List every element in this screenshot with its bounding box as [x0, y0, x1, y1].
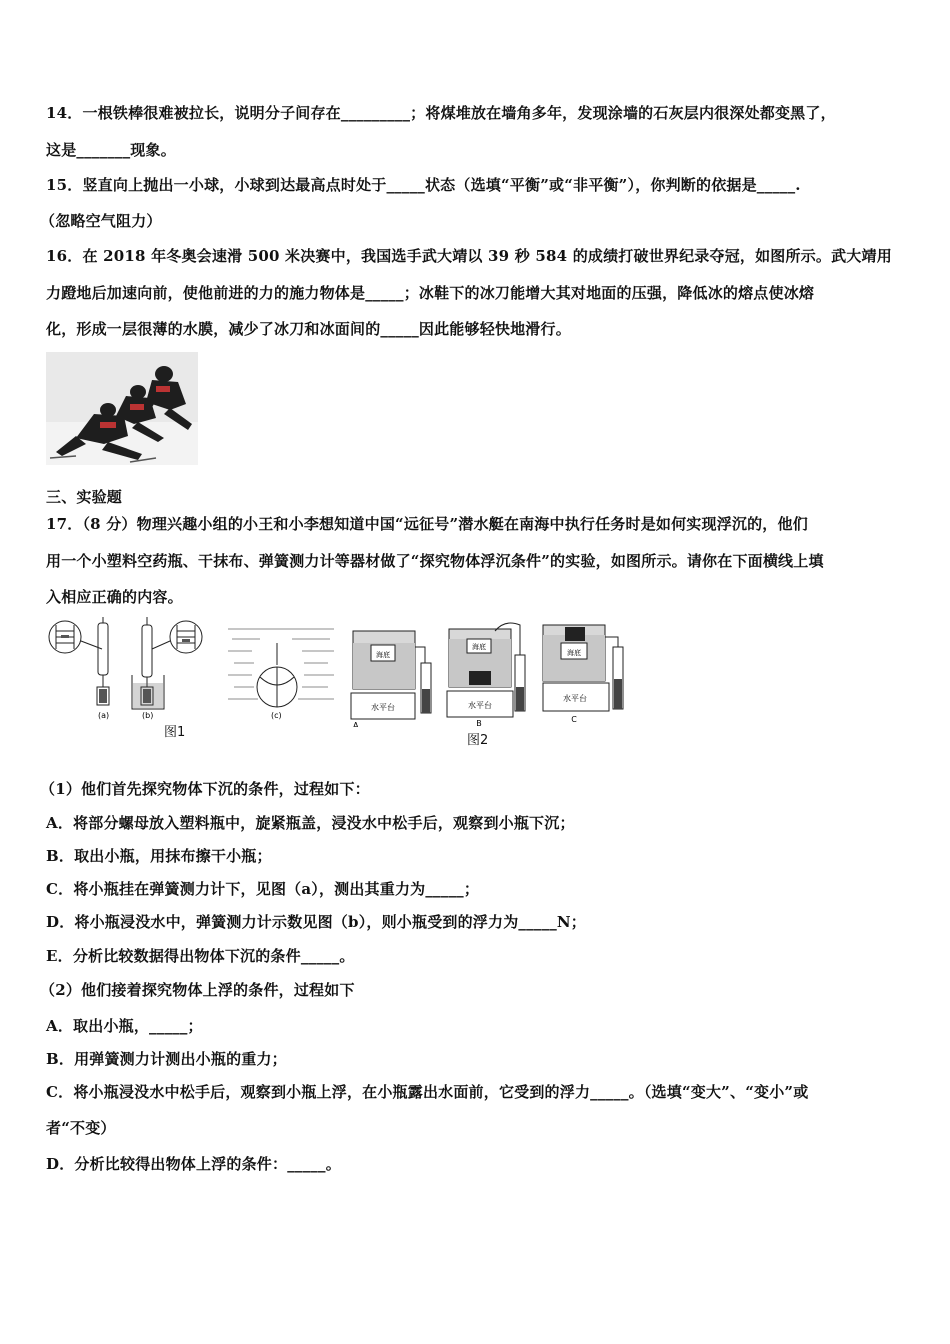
q16-line-2: 力蹬地后加速向前，使他前进的力的施力物体是_____；冰鞋下的冰刀能增大其对地面的压强，降低冰的熔点使冰熔: [46, 284, 815, 302]
q14-line-2: 这是_______现象。: [46, 141, 176, 159]
part-1-title: （1）他们首先探究物体下沉的条件，过程如下：: [40, 780, 370, 798]
part-1-step-c: C．将小瓶挂在弹簧测力计下，见图（a），测出其重力为_____；: [46, 880, 480, 898]
part-2-step-c-line-2: 者“不变）: [46, 1119, 116, 1137]
stand-a-label: 水平台: [371, 703, 395, 712]
part-1-step-b: B．取出小瓶，用抹布擦干小瓶；: [46, 847, 272, 865]
section-3-heading: 三、实验题: [46, 488, 123, 506]
stand-b-label: 水平台: [468, 701, 492, 710]
figure-1-label-a: (a): [98, 711, 110, 720]
part-2-step-d: D．分析比较得出物体上浮的条件：_____。: [46, 1155, 341, 1173]
q16-line-1: 16．在 2018 年冬奥会速滑 500 米决赛中，我国选手武大靖以 39 秒 584 的成绩打破世界纪录夺冠，如图所示。武大靖用: [46, 247, 892, 265]
q17-line-3: 入相应正确的内容。: [46, 588, 183, 606]
tank-b: [447, 623, 525, 727]
part-1-step-e: E．分析比较数据得出物体下沉的条件_____。: [46, 947, 355, 965]
tank-a-letter: A: [353, 721, 359, 727]
speed-skating-photo: [46, 352, 198, 465]
part-2-title: （2）他们接着探究物体上浮的条件，过程如下: [40, 981, 355, 999]
tank-c: [543, 625, 623, 724]
tank-a-label: 海底: [376, 651, 390, 659]
figure-1-label-c: (c): [271, 711, 282, 720]
q17-line-1: 17．（8 分）物理兴趣小组的小王和小李想知道中国“远征号”潜水艇在南海中执行任务时是如何实现浮沉的，他们: [46, 515, 808, 533]
part-1-step-d: D．将小瓶浸没水中，弹簧测力计示数见图（b），则小瓶受到的浮力为_____N；: [46, 913, 587, 931]
figure-1-label-b: (b): [142, 711, 154, 720]
q15-line-2: （忽略空气阻力）: [40, 212, 162, 230]
figure-2-diagram: [345, 617, 635, 727]
tank-a: [351, 631, 431, 727]
tank-c-label: 海底: [567, 649, 581, 657]
figure-2-caption: 图2: [467, 733, 489, 748]
figure-1-diagram: [46, 617, 341, 727]
tank-b-label: 海底: [472, 643, 486, 651]
figure-1-caption: 图1: [164, 725, 186, 740]
part-2-step-a: A．取出小瓶，_____；: [46, 1017, 203, 1035]
part-2-step-c-line-1: C．将小瓶浸没水中松手后，观察到小瓶上浮，在小瓶露出水面前，它受到的浮力_____。（选填“变大”、“变小”或: [46, 1083, 809, 1101]
q14-line-1: 14．一根铁棒很难被拉长，说明分子间存在_________；将煤堆放在墙角多年，发现涂墙的石灰层内很深处都变黑了，: [46, 104, 836, 122]
q16-line-3: 化，形成一层很薄的水膜，减少了冰刀和冰面间的_____因此能够轻快地滑行。: [46, 320, 571, 338]
stand-c-label: 水平台: [563, 694, 587, 703]
part-2-step-b: B．用弹簧测力计测出小瓶的重力；: [46, 1050, 287, 1068]
tank-c-letter: C: [571, 715, 577, 724]
q15-line-1: 15．竖直向上抛出一小球，小球到达最高点时处于_____状态（选填“平衡”或“非平衡”），你判断的依据是_____.: [46, 176, 801, 194]
tank-b-letter: B: [476, 719, 482, 727]
q17-line-2: 用一个小塑料空药瓶、干抹布、弹簧测力计等器材做了“探究物体浮沉条件”的实验，如图所示。请你在下面横线上填: [46, 552, 824, 570]
part-1-step-a: A．将部分螺母放入塑料瓶中，旋紧瓶盖，浸没水中松手后，观察到小瓶下沉；: [46, 814, 575, 832]
